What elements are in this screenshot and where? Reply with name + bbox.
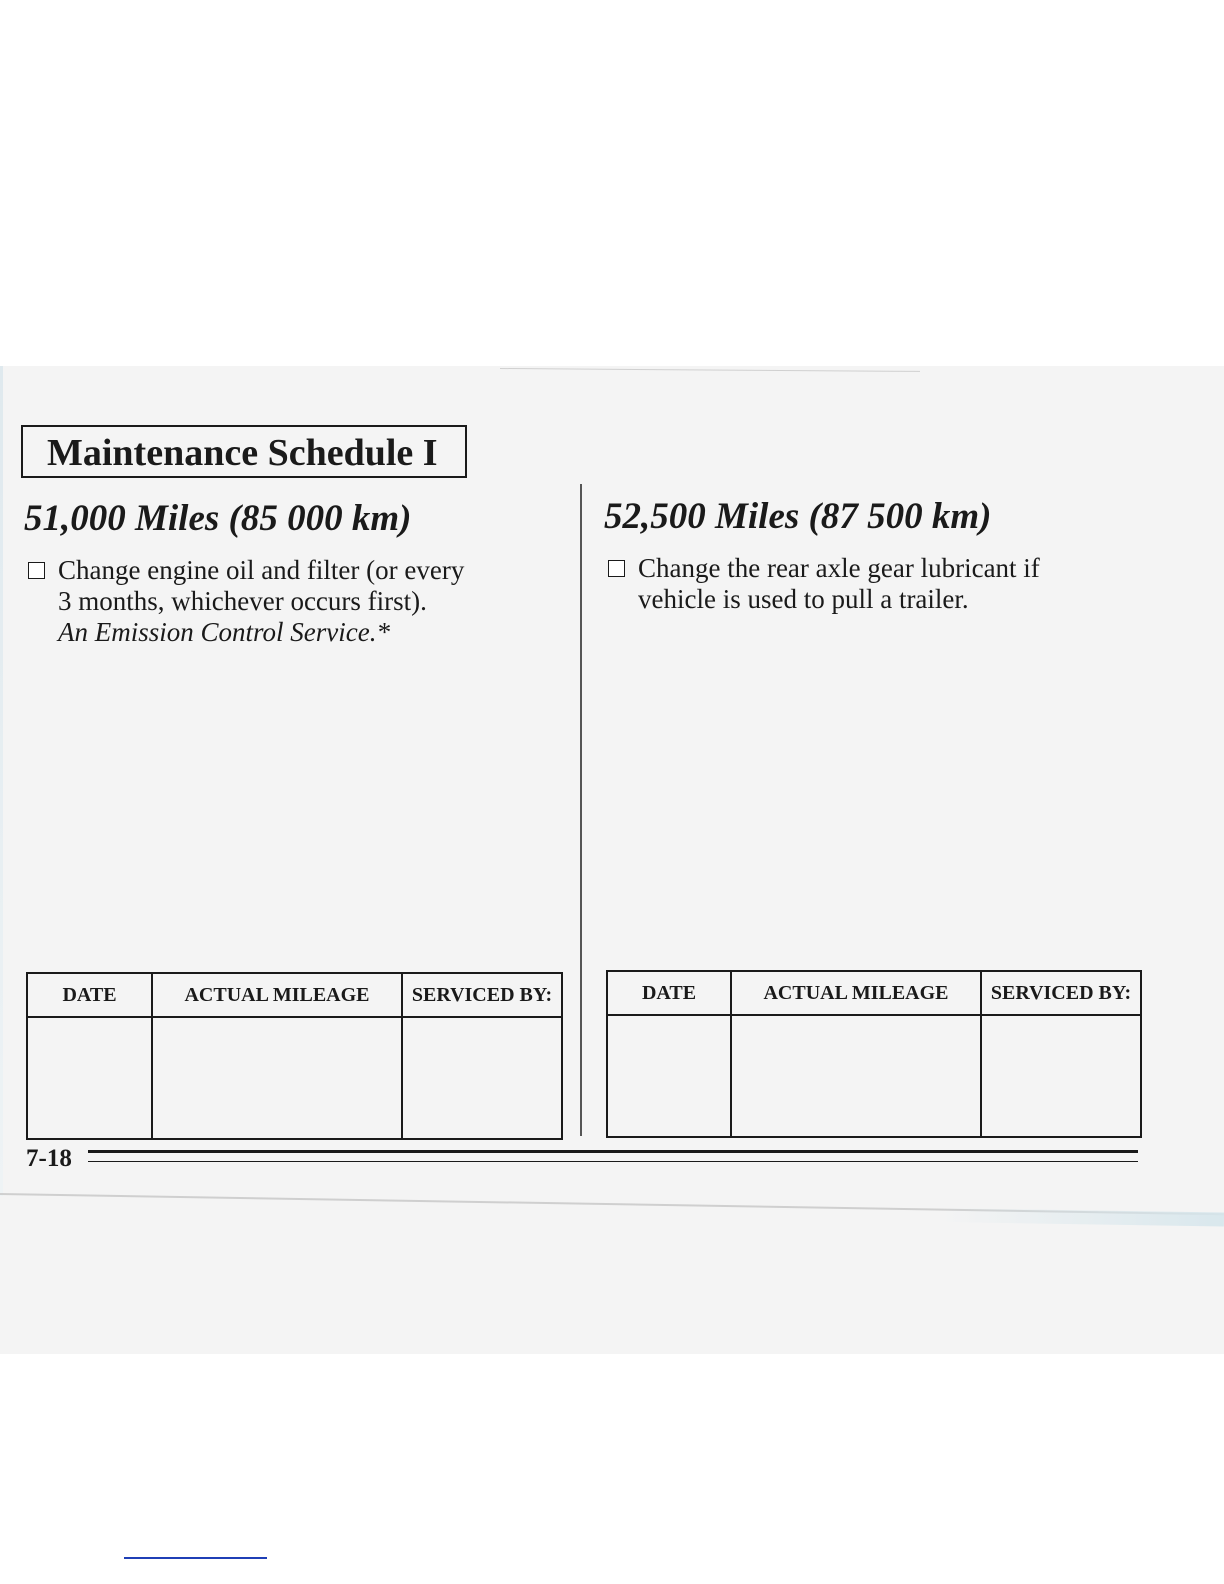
actual-mileage-cell[interactable] [152, 1017, 402, 1139]
date-cell[interactable] [27, 1017, 152, 1139]
task-line: Change engine oil and filter (or every [58, 555, 465, 585]
column-header-serviced-by: SERVICED BY: [402, 973, 562, 1017]
task-line: Change the rear axle gear lubricant if [638, 553, 1040, 583]
task-note: An Emission Control Service.* [58, 617, 390, 647]
mileage-heading-right: 52,500 Miles (87 500 km) [604, 496, 992, 537]
task-line: vehicle is used to pull a trailer. [638, 584, 969, 614]
table-row [607, 1015, 1141, 1137]
footer-rule [88, 1161, 1138, 1162]
date-cell[interactable] [607, 1015, 731, 1137]
service-log-table-right [606, 970, 1142, 1138]
serviced-by-cell[interactable] [402, 1017, 562, 1139]
table-header-row [27, 973, 562, 1017]
table-row [27, 1017, 562, 1139]
footer-rule [88, 1150, 1138, 1153]
schedule-title: Maintenance Schedule I [21, 425, 467, 478]
table-header-row [607, 971, 1141, 1015]
checkbox-icon[interactable] [608, 560, 625, 577]
page-number: 7-18 [26, 1145, 72, 1172]
link-underline [124, 1557, 267, 1559]
column-header-date: DATE [607, 971, 731, 1015]
service-task-right [604, 553, 1040, 615]
task-line: 3 months, whichever occurs first). [58, 586, 427, 616]
column-header-actual-mileage: ACTUAL MILEAGE [152, 973, 402, 1017]
column-divider [580, 484, 582, 1136]
service-task-left [24, 555, 464, 648]
column-header-date: DATE [27, 973, 152, 1017]
serviced-by-cell[interactable] [981, 1015, 1141, 1137]
checkbox-icon[interactable] [28, 562, 45, 579]
actual-mileage-cell[interactable] [731, 1015, 981, 1137]
service-log-table-left [26, 972, 563, 1140]
mileage-heading-left: 51,000 Miles (85 000 km) [24, 498, 412, 539]
column-header-actual-mileage: ACTUAL MILEAGE [731, 971, 981, 1015]
column-header-serviced-by: SERVICED BY: [981, 971, 1141, 1015]
page-left-edge [0, 366, 3, 1196]
